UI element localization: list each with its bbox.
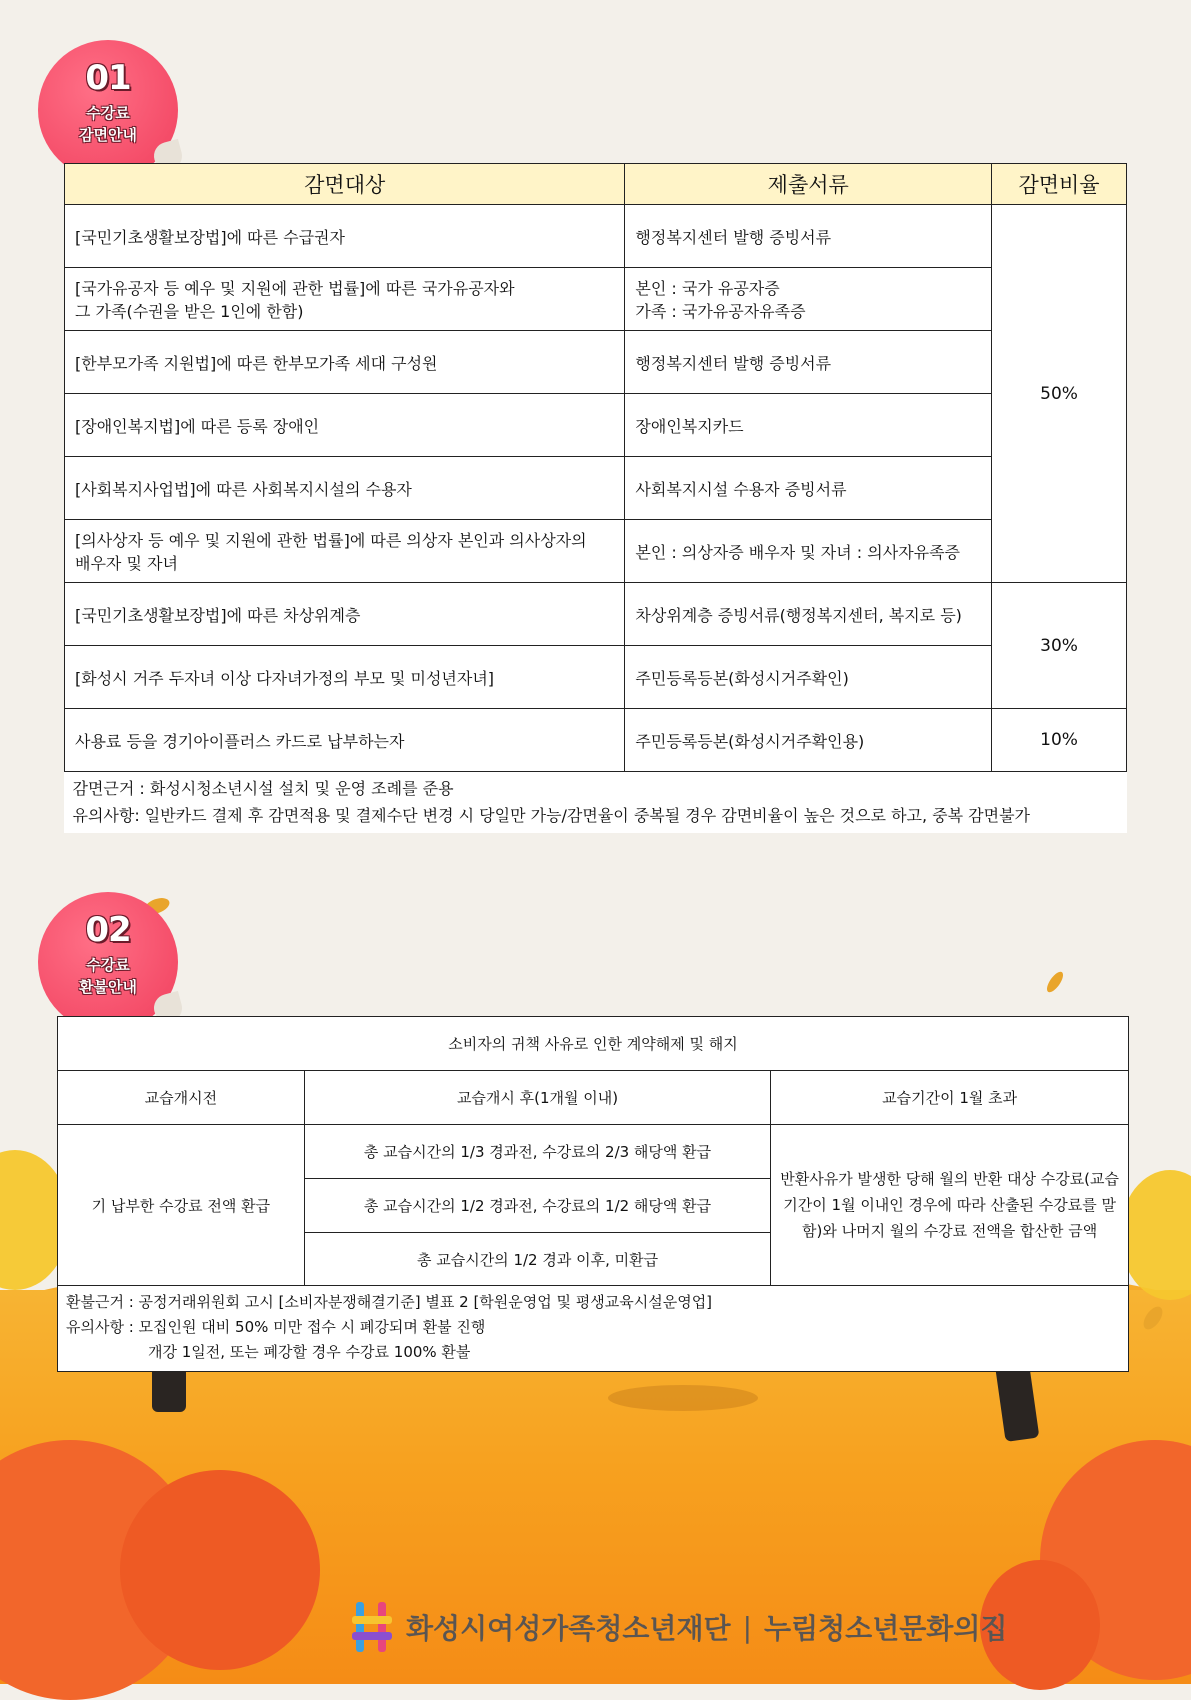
document-cell: 장애인복지카드 bbox=[625, 394, 992, 457]
target-line: 배우자 및 자녀 bbox=[75, 554, 178, 573]
foundation-logo-icon bbox=[352, 1602, 392, 1652]
table-row bbox=[65, 709, 1127, 772]
table-row bbox=[65, 457, 1127, 520]
badge-number: 01 bbox=[85, 58, 131, 98]
target-line: [의사상자 등 예우 및 지원에 관한 법률]에 따른 의상자 본인과 의사상자의 bbox=[75, 531, 587, 550]
footer bbox=[352, 1602, 1007, 1652]
document-line: 가족 : 국가유공자유족증 bbox=[635, 302, 806, 321]
refund-notes bbox=[58, 1286, 1129, 1372]
note-caution: 유의사항 : 모집인원 대비 50% 미만 접수 시 폐강되며 환불 진행 bbox=[66, 1318, 486, 1336]
after-refund-item: 총 교습시간의 1/3 경과전, 수강료의 2/3 해당액 환급 bbox=[304, 1125, 771, 1179]
refund-title: 소비자의 귀책 사유로 인한 계약해제 및 해지 bbox=[58, 1017, 1129, 1071]
bush-left-2 bbox=[120, 1470, 320, 1670]
badge-line2: 감면안내 bbox=[79, 126, 137, 144]
target-cell: [국민기초생활보장법]에 따른 수급권자 bbox=[65, 205, 625, 268]
target-cell: [장애인복지법]에 따른 등록 장애인 bbox=[65, 394, 625, 457]
target-cell: [한부모가족 지원법]에 따른 한부모가족 세대 구성원 bbox=[65, 331, 625, 394]
target-cell: [국민기초생활보장법]에 따른 차상위계층 bbox=[65, 583, 625, 646]
document-cell: 행정복지센터 발행 증빙서류 bbox=[625, 205, 992, 268]
rate-cell: 10% bbox=[992, 709, 1127, 772]
before-refund: 기 납부한 수강료 전액 환급 bbox=[58, 1125, 305, 1286]
target-line: 그 가족(수권을 받은 1인에 한함) bbox=[75, 302, 304, 321]
badge-line2: 환불안내 bbox=[79, 978, 137, 996]
table-row bbox=[65, 331, 1127, 394]
header-document: 제출서류 bbox=[625, 164, 992, 205]
document-cell bbox=[625, 268, 992, 331]
badge-line1: 수강료 bbox=[86, 104, 130, 122]
rate-cell: 30% bbox=[992, 583, 1127, 709]
document-cell: 사회복지시설 수용자 증빙서류 bbox=[625, 457, 992, 520]
col-after: 교습개시 후(1개월 이내) bbox=[304, 1071, 771, 1125]
note-basis: 감면근거 : 화성시청소년시설 설치 및 운영 조례를 준용 bbox=[72, 779, 454, 798]
table-row bbox=[65, 520, 1127, 583]
header-target: 감면대상 bbox=[65, 164, 625, 205]
table-row bbox=[65, 583, 1127, 646]
rate-cell: 50% bbox=[992, 205, 1127, 583]
discount-header-row bbox=[65, 164, 1127, 205]
target-cell bbox=[65, 520, 625, 583]
header-rate: 감면비율 bbox=[992, 164, 1127, 205]
notes-row bbox=[65, 772, 1127, 834]
note-basis: 환불근거 : 공정거래위원회 고시 [소비자분쟁해결기준] 별표 2 [학원운영업 및 평생교육시설운영업] bbox=[66, 1293, 713, 1311]
leaf-icon bbox=[1044, 969, 1066, 994]
after-refund-item: 총 교습시간의 1/2 경과 이후, 미환급 bbox=[304, 1233, 771, 1286]
table-row bbox=[65, 268, 1127, 331]
document-cell: 차상위계층 증빙서류(행정복지센터, 복지로 등) bbox=[625, 583, 992, 646]
badge-number: 02 bbox=[85, 910, 131, 950]
refund-table bbox=[57, 1016, 1129, 1372]
discount-table bbox=[64, 163, 1127, 833]
right-yellow-tree bbox=[1120, 1170, 1191, 1300]
badge-line1: 수강료 bbox=[86, 956, 130, 974]
ground-shadow bbox=[608, 1385, 758, 1411]
table-row bbox=[65, 646, 1127, 709]
document-cell: 주민등록등본(화성시거주확인용) bbox=[625, 709, 992, 772]
notes-cell bbox=[65, 772, 1127, 834]
note-caution: 유의사항: 일반카드 결제 후 감면적용 및 결제수단 변경 시 당일만 가능/감면율이 중복될 경우 감면비율이 높은 것으로 하고, 중복 감면불가 bbox=[72, 806, 1030, 825]
document-cell: 행정복지센터 발행 증빙서류 bbox=[625, 331, 992, 394]
target-line: [국가유공자 등 예우 및 지원에 관한 법률]에 따른 국가유공자와 bbox=[75, 279, 515, 298]
table-row bbox=[65, 205, 1127, 268]
footer-org: 화성시여성가족청소년재단 bbox=[406, 1612, 731, 1645]
document-cell: 본인 : 의상자증 배우자 및 자녀 : 의사자유족증 bbox=[625, 520, 992, 583]
note-caution-2: 개강 1일전, 또는 폐강할 경우 수강료 100% 환불 bbox=[148, 1343, 471, 1361]
col-before: 교습개시전 bbox=[58, 1071, 305, 1125]
target-cell: 사용료 등을 경기아이플러스 카드로 납부하는자 bbox=[65, 709, 625, 772]
table-row bbox=[65, 394, 1127, 457]
footer-place: 누림청소년문화의집 bbox=[764, 1612, 1008, 1645]
target-cell bbox=[65, 268, 625, 331]
section2-badge bbox=[38, 892, 178, 1032]
over-refund: 반환사유가 발생한 당해 월의 반환 대상 수강료(교습기간이 1월 이내인 경우에 따라 산출된 수강료를 말함)와 나머지 월의 수강료 전액을 합산한 금액 bbox=[771, 1125, 1129, 1286]
section1-badge bbox=[38, 40, 178, 180]
after-refund-item: 총 교습시간의 1/2 경과전, 수강료의 1/2 해당액 환급 bbox=[304, 1179, 771, 1233]
target-cell: [사회복지사업법]에 따른 사회복지시설의 수용자 bbox=[65, 457, 625, 520]
col-over: 교습기간이 1월 초과 bbox=[771, 1071, 1129, 1125]
target-cell: [화성시 거주 두자녀 이상 다자녀가정의 부모 및 미성년자녀] bbox=[65, 646, 625, 709]
document-cell: 주민등록등본(화성시거주확인) bbox=[625, 646, 992, 709]
footer-separator: | bbox=[742, 1610, 753, 1644]
document-line: 본인 : 국가 유공자증 bbox=[635, 279, 780, 298]
